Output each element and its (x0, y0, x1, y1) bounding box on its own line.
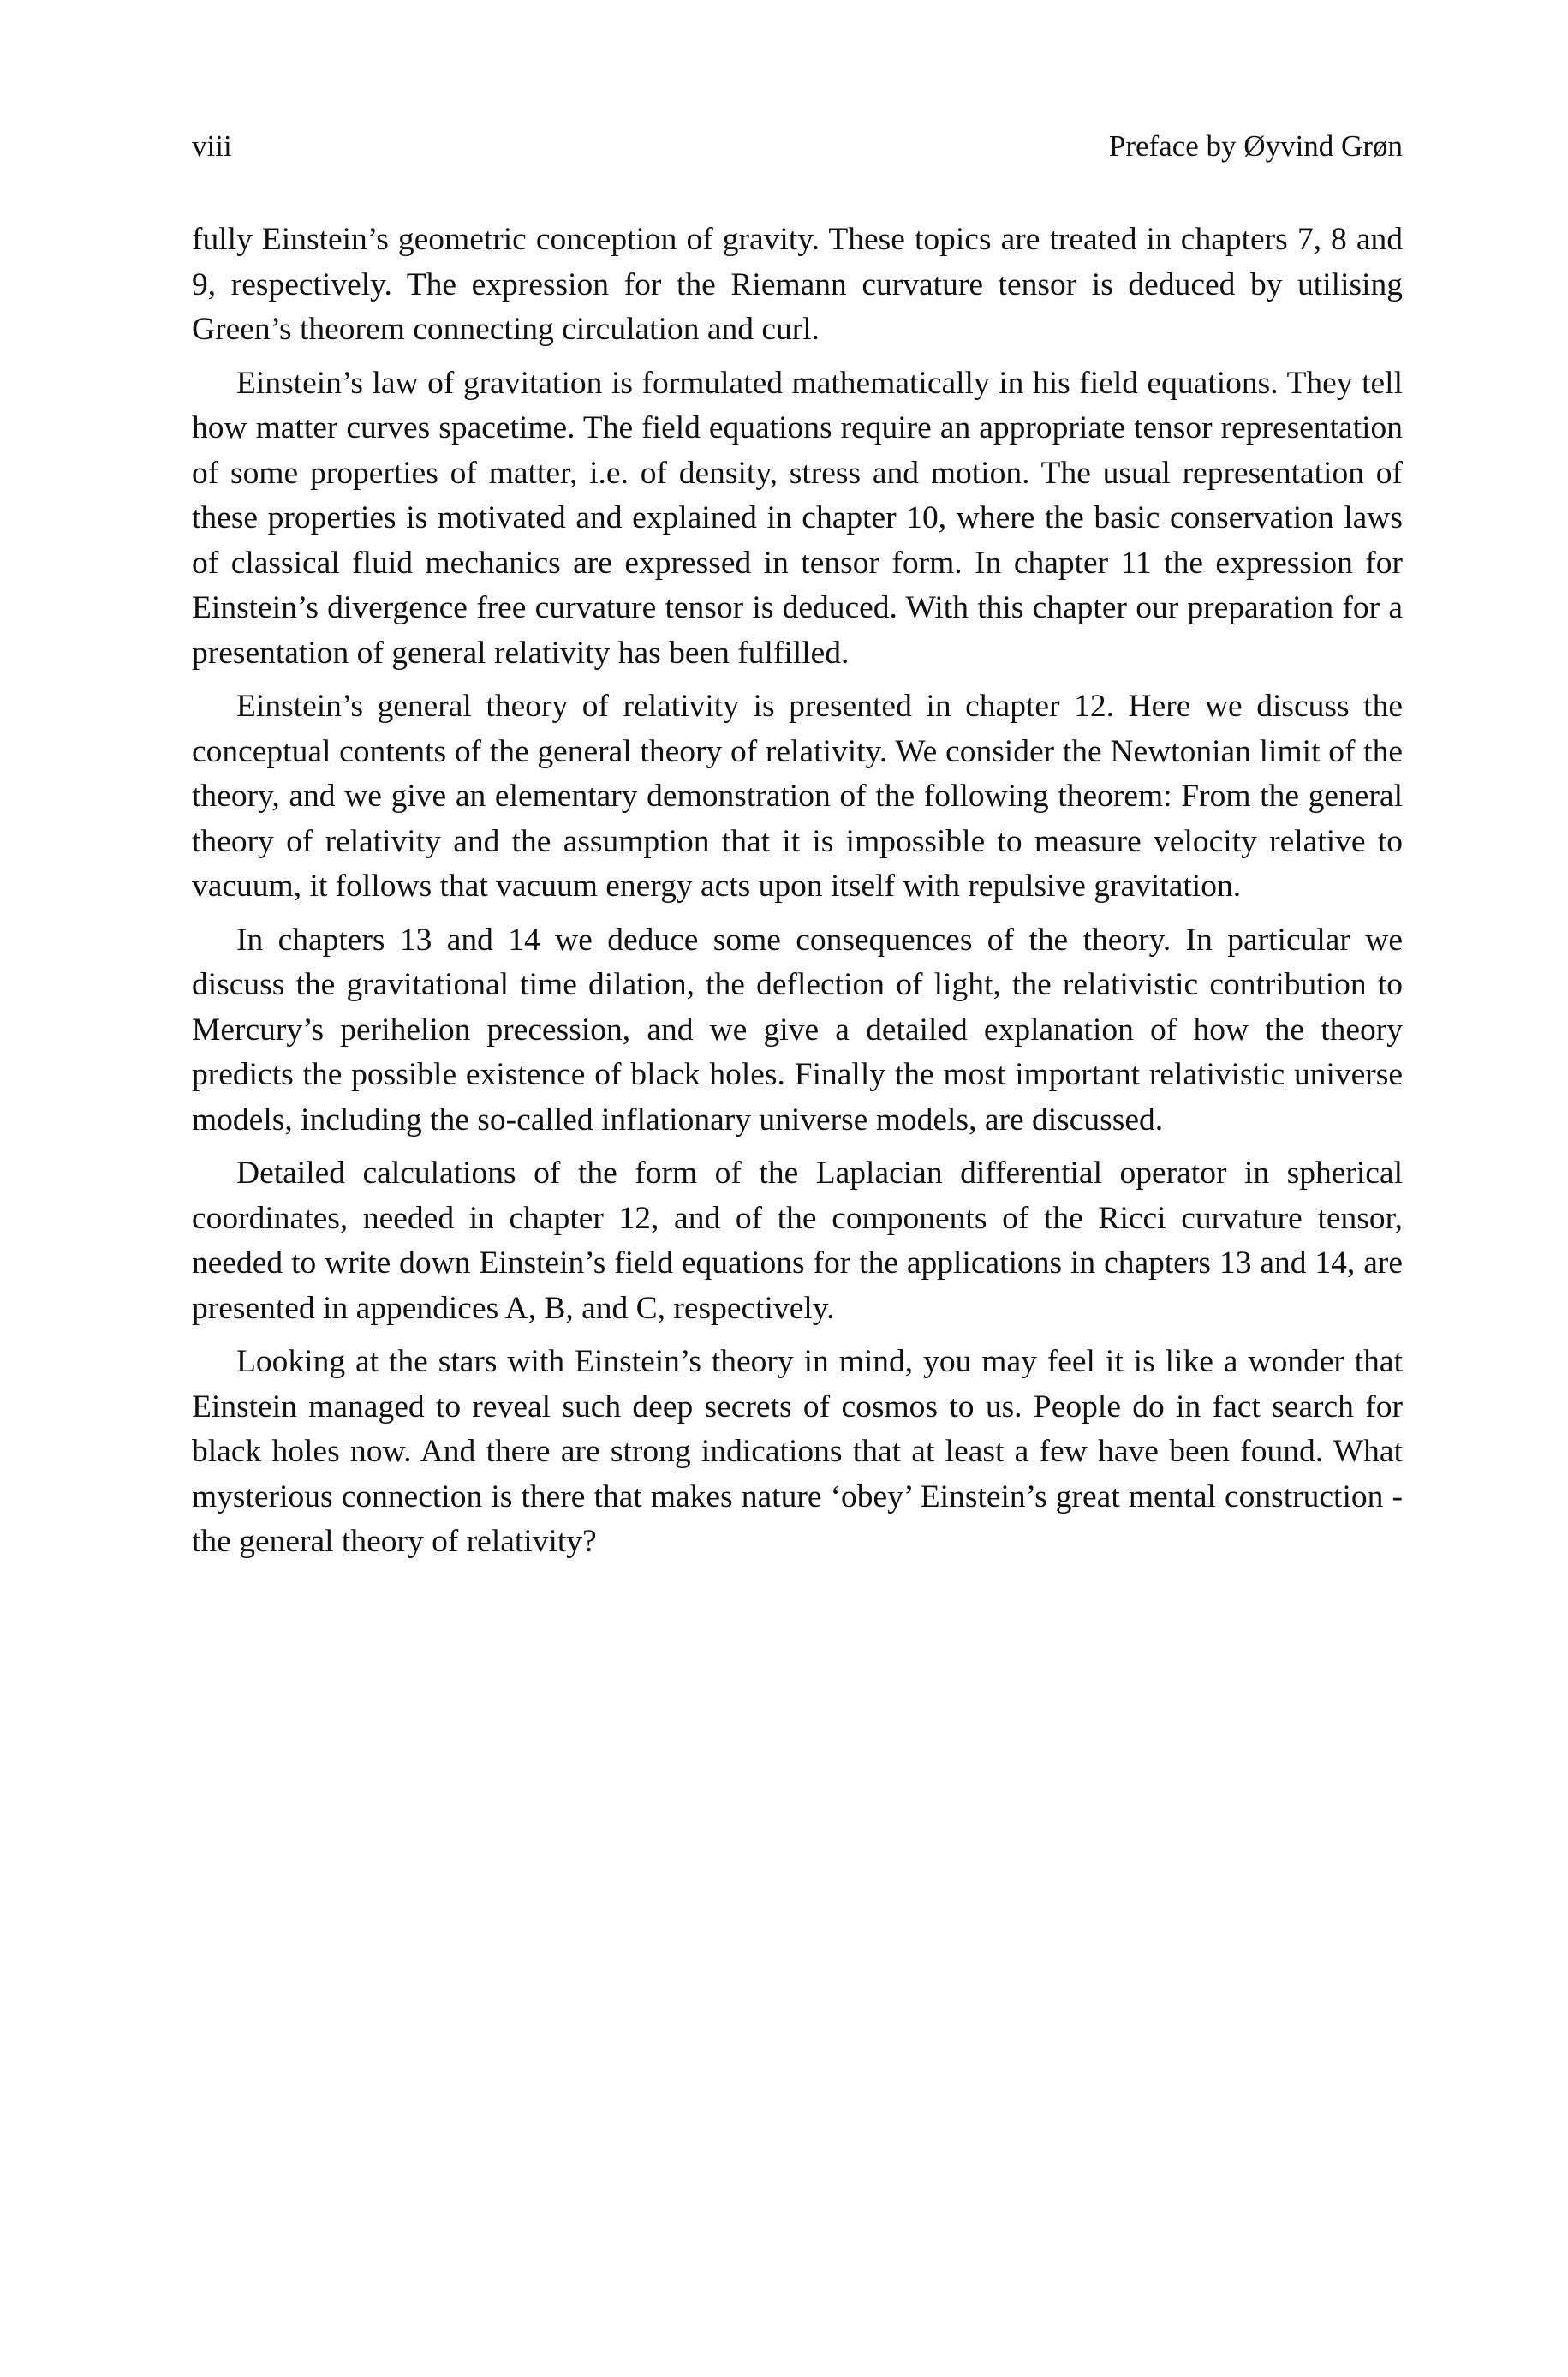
paragraph-continuation: fully Einstein’s geometric conception of gravity. These topics are treated in chapters 7, 8 and 9, respectively. The expression for the Riemann curvature tensor is deduced by utilising Green’s theorem connecting circulation and curl. (192, 222, 1403, 347)
paragraph-general-relativity: Einstein’s general theory of relativity is presented in chapter 12. Here we discuss the conceptual contents of the general theory of relativity. We consider the Newtonian limit of the theory, and we give an elementary demonstration of the following theorem: From the general theory of relativity and the assumption that it is impossible to measure velocity relative to vacuum, it follows that vacuum energy acts upon itself with repulsive gravitation. (192, 689, 1403, 904)
running-title: Preface by Øyvind Grøn (1108, 129, 1403, 163)
paragraph-field-equations: Einstein’s law of gravitation is formulated mathematically in his field equations. They tell how matter curves spacetime. The field equations require an appropriate tensor representation of some properties of matter, i.e. of density, stress and motion. The usual representation of these properties is motivated and explained in chapter 10, where the basic conservation laws of classical fluid mechanics are expressed in tensor form. In chapter 11 the expression for Einstein’s divergence free curvature tensor is deduced. With this chapter our preparation for a presentation of general relativity has been fulfilled. (192, 365, 1403, 671)
paragraph-consequences: In chapters 13 and 14 we deduce some consequences of the theory. In particular we discuss the gravitational time dilation, the deflection of light, the relativistic contribution to Mercury’s perihelion precession, and we give a detailed explanation of how the theory predicts the possible existence of black holes. Finally the most important relativistic universe models, including the so-called inflationary universe models, are discussed. (192, 922, 1403, 1138)
running-head (192, 125, 1403, 168)
body-text (192, 218, 1403, 1574)
paragraph-appendices: Detailed calculations of the form of the Laplacian differential operator in spherical coordinates, needed in chapter 12, and of the components of the Ricci curvature tensor, needed to write down Einstein’s field equations for the applications in chapters 13 and 14, are presented in appendices A, B, and C, respectively. (192, 1156, 1403, 1326)
page-number: viii (192, 129, 232, 163)
paragraph-closing: Looking at the stars with Einstein’s theory in mind, you may feel it is like a wonder that Einstein managed to reveal such deep secrets of cosmos to us. People do in fact search for black holes now. And there are strong indications that at least a few have been found. What mysterious connection is there that makes nature ‘obey’ Einstein’s great mental construction - the general theory of relativity? (192, 1344, 1403, 1559)
